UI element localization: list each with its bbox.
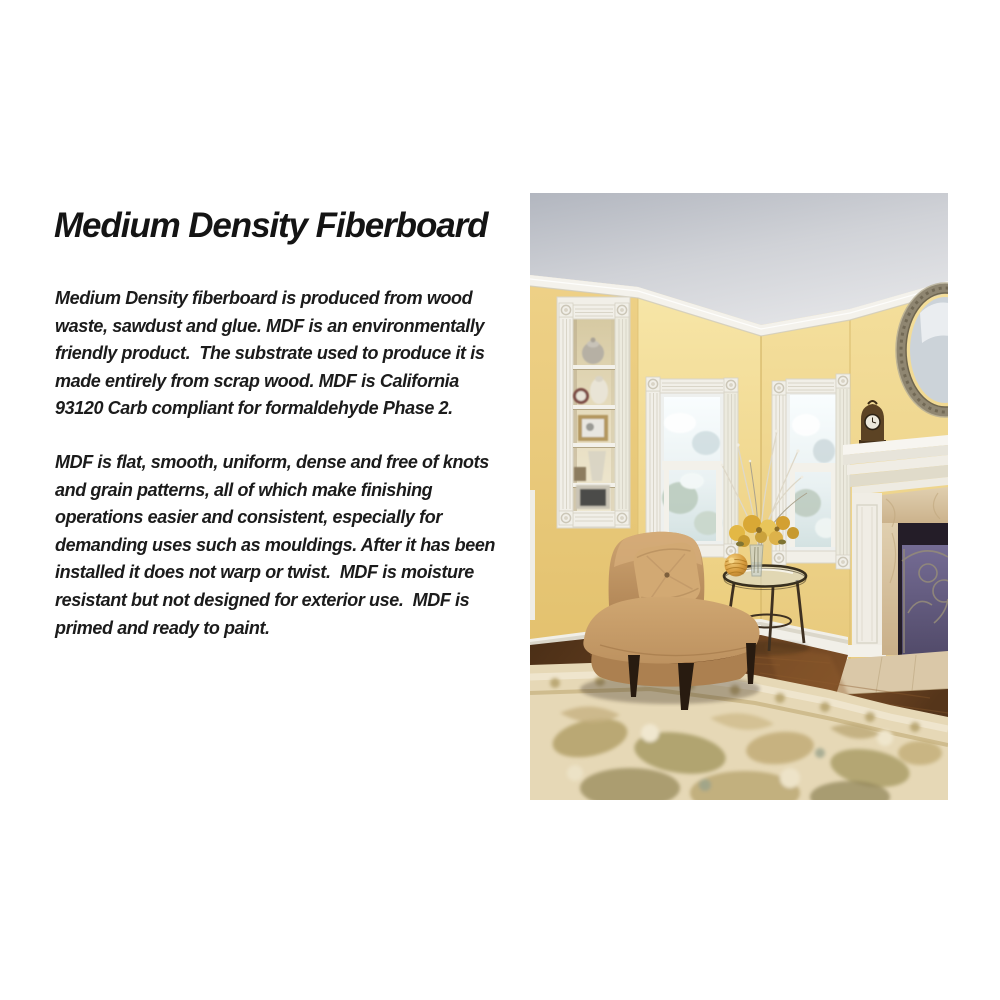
paragraph-benefits: MDF is flat, smooth, uniform, dense and free of knots and grain patterns, all of which make finishing operations easier and consistent, especially for demanding uses such as mouldings. After it has been installed it does not warp or twist. MDF is moisture resistant but not designed for exterior use. MDF is primed and ready to paint.: [55, 452, 496, 638]
rosette-block: [772, 381, 786, 395]
page-title: Medium Density Fiberboard: [54, 206, 488, 245]
flower-vase: [750, 545, 763, 576]
rosette-block: [646, 377, 660, 391]
window-right-sash-rail: [788, 463, 838, 472]
rosette-block: [836, 555, 850, 569]
fire-screen-panel: [902, 545, 948, 655]
amber-glass-ball: [725, 554, 748, 577]
rosette-block: [836, 374, 850, 388]
paragraph-intro: Medium Density fiberboard is produced from wood waste, sawdust and glue. MDF is an environmentally friendly product. The substrate used to produce it is made entirely from scrap wood. MDF is California 93120 Carb compliant for formaldehyde Phase 2.: [55, 288, 485, 419]
rosette-block: [615, 303, 629, 317]
rosette-block: [559, 303, 573, 317]
built-in-shelf-niche: [557, 297, 630, 528]
rosette-block: [724, 378, 738, 392]
rosette-block: [559, 511, 573, 525]
rosette-block: [615, 511, 629, 525]
left-edge-trim: [530, 490, 535, 620]
window-left-sash-rail: [662, 461, 722, 470]
window-left: [646, 377, 738, 558]
rosette-block: [772, 551, 786, 565]
living-room-scene: [530, 193, 948, 800]
fireplace: [836, 435, 948, 695]
living-room-photo: [530, 193, 948, 800]
pilaster-plinth: [848, 645, 886, 657]
